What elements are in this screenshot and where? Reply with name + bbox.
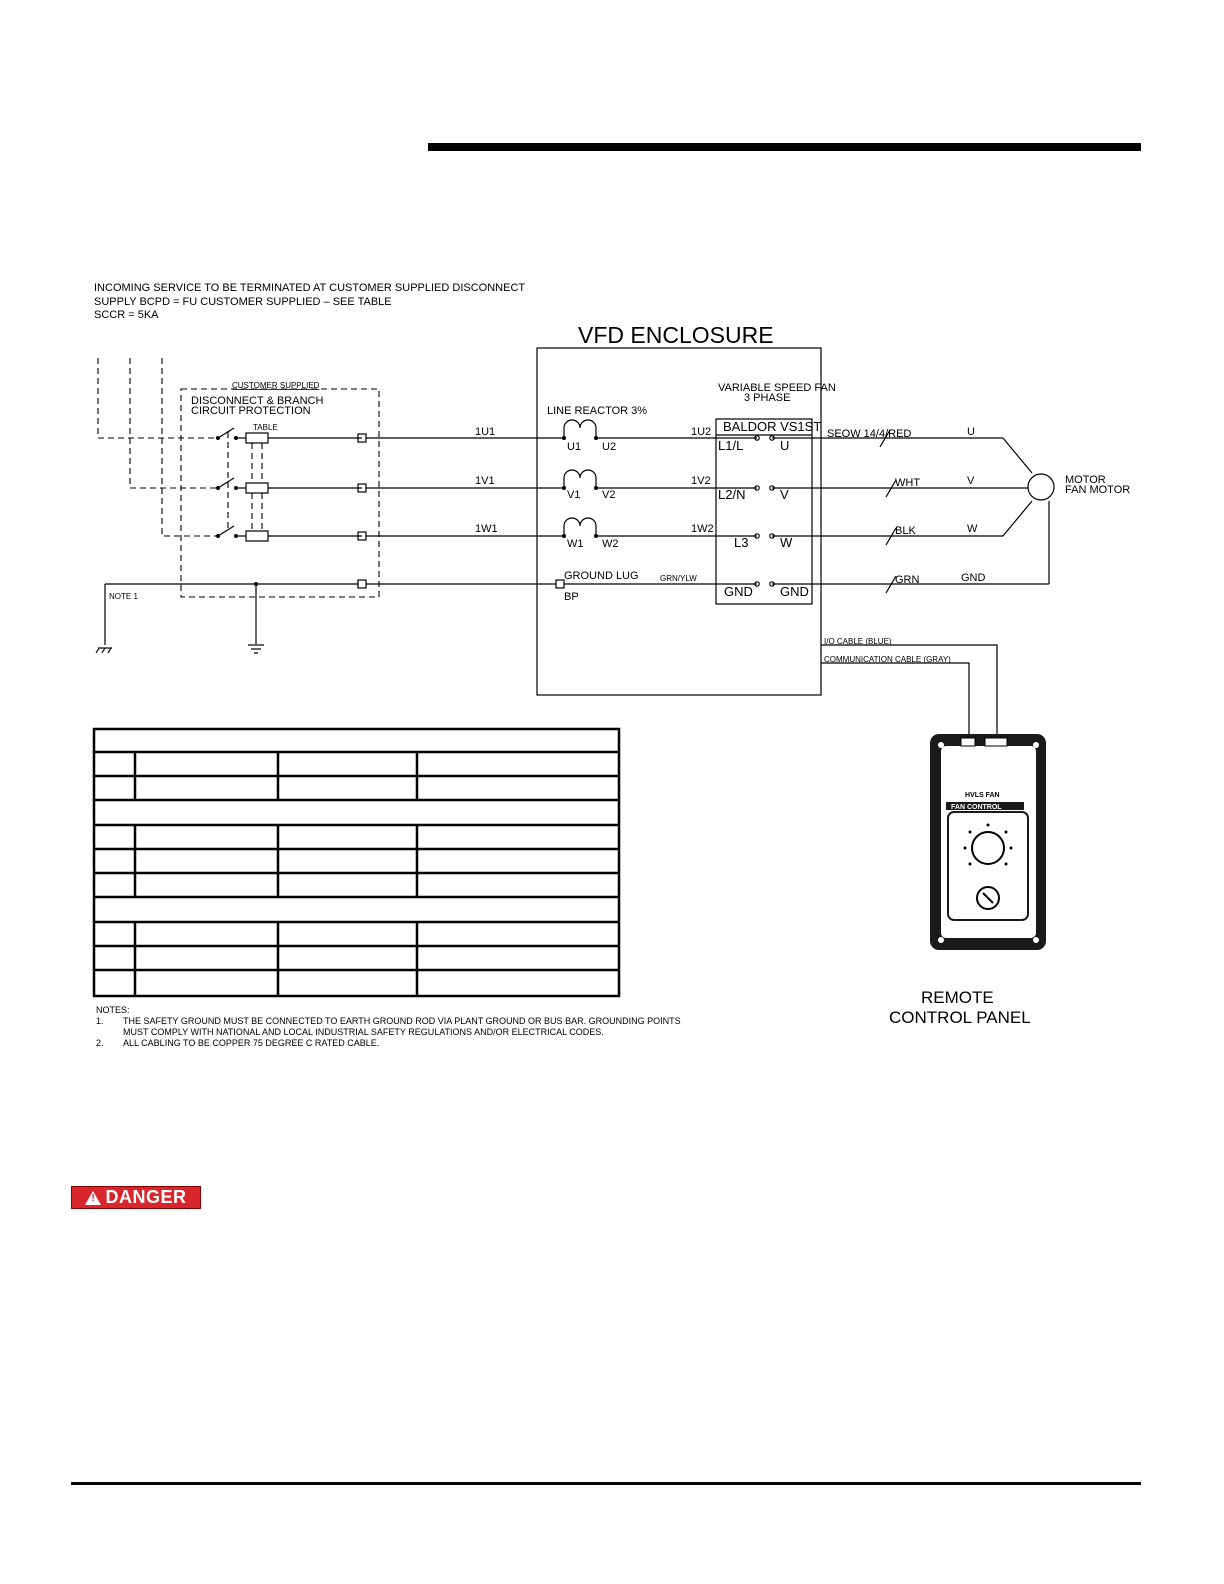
cable-label-blk: BLK (895, 525, 916, 537)
drive-w: W (780, 535, 793, 550)
intro-line-3: SCCR = 5KA (94, 309, 159, 321)
disconnect-line-2: CIRCUIT PROTECTION (191, 405, 311, 417)
drive-header-2: 3 PHASE (744, 392, 791, 404)
drive-u: U (780, 438, 790, 453)
disconnect-line-1: DISCONNECT & BRANCH (191, 395, 324, 407)
motor-cable (772, 430, 1049, 593)
danger-label: DANGER (105, 1187, 187, 1207)
io-cable-label: I/O CABLE (BLUE) (824, 637, 892, 646)
remote-label-1: REMOTE (921, 988, 994, 1007)
note-2-line-1: ALL CABLING TO BE COPPER 75 DEGREE C RATED CABLE. (123, 1038, 380, 1048)
motor-symbol (1028, 474, 1054, 500)
drive-gnd-out: GND (780, 584, 809, 599)
reactor-w1: W1 (567, 538, 584, 550)
fuse-table (94, 729, 619, 996)
reactor-v1: V1 (567, 489, 581, 501)
note-1-line-2: MUST COMPLY WITH NATIONAL AND LOCAL INDUSTRIAL SAFETY REGULATIONS AND/OR ELECTRICAL CODES. (123, 1027, 604, 1037)
drive-l1: L1/L (718, 438, 744, 453)
customer-supplied-title: CUSTOMER SUPPLIED (232, 381, 320, 390)
switch-phase-3 (216, 526, 362, 541)
motor-phase-w: W (967, 523, 978, 535)
wire-1w2: 1W2 (691, 523, 714, 535)
reactor-w2: W2 (602, 538, 619, 550)
note-1-label: NOTE 1 (109, 592, 138, 601)
intro-line-2: SUPPLY BCPD = FU CUSTOMER SUPPLIED – SEE TABLE (94, 296, 392, 308)
note-2-num: 2. (96, 1038, 104, 1048)
wire-1v2: 1V2 (691, 475, 711, 487)
ground-lug-label: GROUND LUG (564, 570, 639, 582)
drive-header-1: VARIABLE SPEED FAN (718, 382, 836, 394)
cable-label-red: SEOW 14/4/RED (827, 428, 912, 440)
reactor-v2: V2 (602, 489, 616, 501)
switch-phase-1 (216, 428, 362, 443)
reactor-output-wires (564, 438, 757, 584)
intro-line-1: INCOMING SERVICE TO BE TERMINATED AT CUSTOMER SUPPLIED DISCONNECT (94, 282, 526, 294)
vfd-enclosure-title: VFD ENCLOSURE (578, 322, 774, 348)
motor-label-2: FAN MOTOR (1065, 484, 1131, 496)
disconnect-switches (216, 428, 362, 541)
baldor-title: BALDOR VS1ST (723, 419, 822, 434)
customer-disconnect-box (181, 389, 379, 597)
wire-1u1: 1U1 (475, 426, 496, 438)
line-reactor-coils (562, 420, 598, 538)
reactor-u2: U2 (602, 441, 617, 453)
notes-heading: NOTES: (96, 1005, 130, 1015)
warning-triangle-icon (85, 1191, 101, 1205)
motor-phase-u: U (967, 426, 975, 438)
wire-1w1: 1W1 (475, 523, 498, 535)
motor-phase-gnd: GND (961, 572, 986, 584)
incoming-service-lines (98, 358, 216, 536)
wire-1v1: 1V1 (475, 475, 495, 487)
bp-label: BP (564, 591, 579, 603)
fuse-table-label: TABLE (253, 423, 278, 432)
drive-terminals (755, 436, 774, 586)
motor-phase-v: V (967, 475, 975, 487)
drive-gnd-in: GND (724, 584, 753, 599)
note-1-line-1: THE SAFETY GROUND MUST BE CONNECTED TO EARTH GROUND ROD VIA PLANT GROUND OR BUS BAR. GROUNDING POINTS (123, 1016, 681, 1026)
comm-cable-label: COMMUNICATION CABLE (GRAY) (824, 655, 951, 664)
cable-label-wht: WHT (895, 477, 921, 489)
drive-l2: L2/N (718, 487, 746, 502)
panel-brand: HVLS FAN (965, 792, 1000, 799)
customer-terminals (358, 434, 366, 588)
header-bar (428, 143, 1141, 151)
motor-label-1: MOTOR (1065, 474, 1106, 486)
ground-lug-terminal (556, 580, 564, 588)
wire-1u2: 1U2 (691, 426, 712, 438)
remote-control-panel (930, 734, 1046, 950)
danger-badge (71, 1186, 201, 1209)
drive-v: V (780, 487, 789, 502)
footer-rule (71, 1482, 1141, 1485)
drive-l3: L3 (734, 535, 749, 550)
remote-label-2: CONTROL PANEL (889, 1008, 1031, 1027)
reactor-u1: U1 (567, 441, 582, 453)
line-reactor-title: LINE REACTOR 3% (547, 405, 648, 417)
feed-wires (366, 438, 564, 584)
grn-ylw-label: GRN/YLW (660, 574, 697, 583)
note-1-num: 1. (96, 1016, 104, 1026)
cable-label-grn: GRN (895, 574, 920, 586)
panel-subtitle: FAN CONTROL (951, 804, 1002, 811)
switch-phase-2 (216, 478, 362, 493)
